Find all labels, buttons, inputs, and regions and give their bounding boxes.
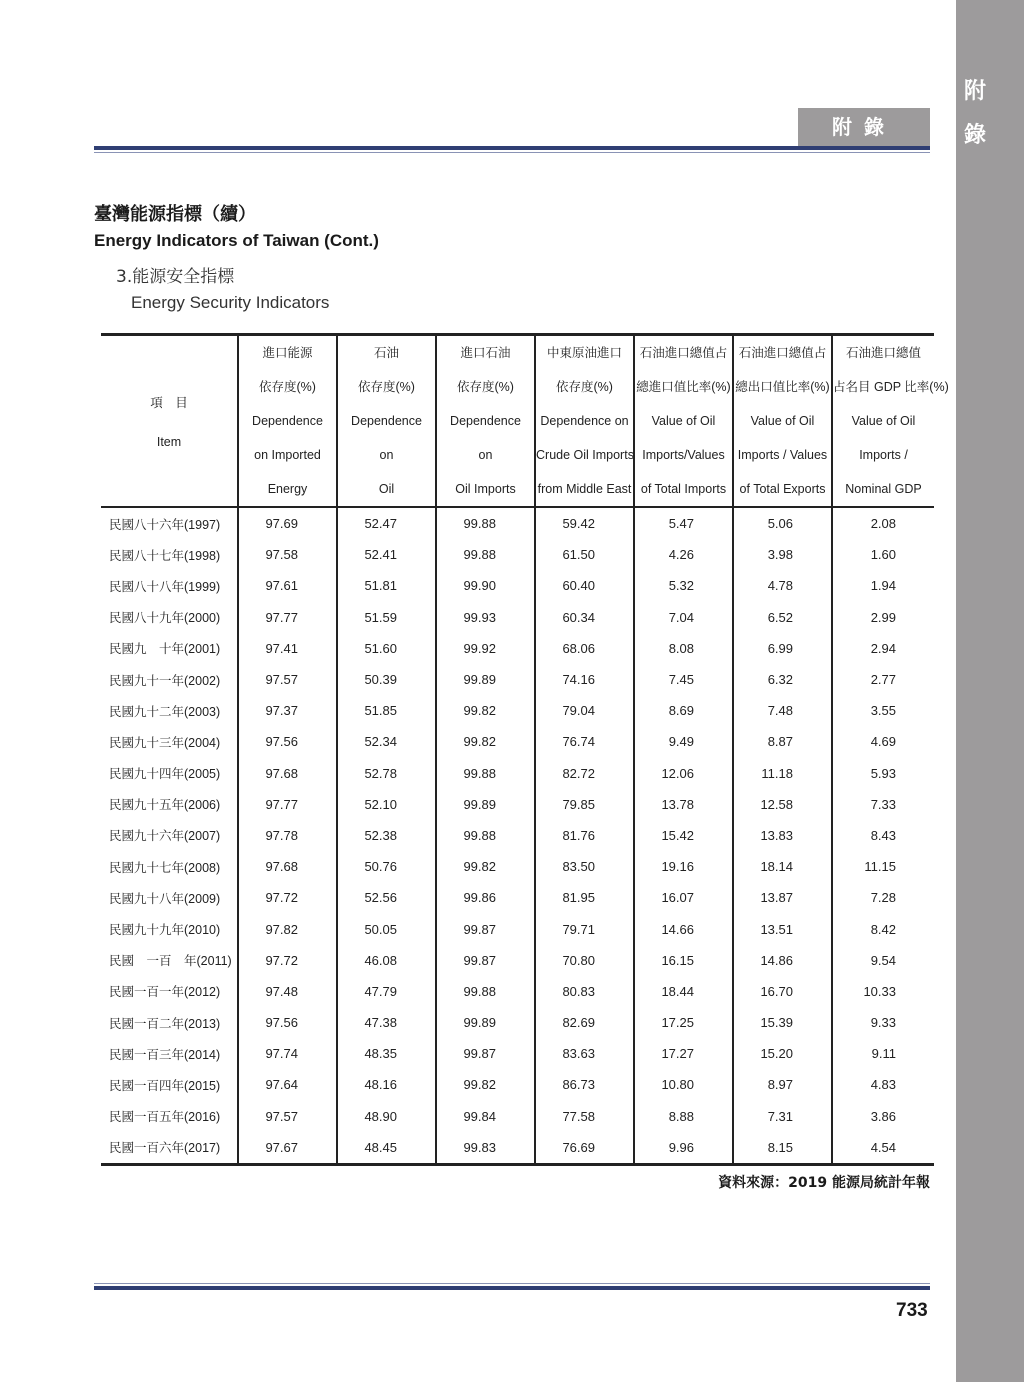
- cell: 99.92: [436, 633, 535, 664]
- cell: 8.42: [832, 913, 934, 944]
- cell: 2.77: [832, 664, 934, 695]
- side-tab-label: 附錄: [963, 79, 986, 148]
- row-item: 民國一百六年(2017): [109, 1141, 221, 1156]
- cell: 99.88: [436, 539, 535, 570]
- cell: 99.87: [436, 913, 535, 944]
- cell: 4.69: [832, 726, 934, 757]
- cell: 7.33: [832, 789, 934, 820]
- cell: 8.97: [733, 1069, 832, 1100]
- cell: 61.50: [535, 539, 634, 570]
- source-note: 資料來源：2019 能源局統計年報: [718, 1175, 930, 1191]
- table-row: [101, 570, 934, 601]
- cell: 83.63: [535, 1038, 634, 1069]
- cell: 47.79: [337, 976, 436, 1007]
- row-item: 民國九十六年(2007): [109, 829, 221, 844]
- cell: 4.54: [832, 1132, 934, 1165]
- cell: 97.77: [238, 789, 337, 820]
- table-row: [101, 758, 934, 789]
- cell: 99.82: [436, 851, 535, 882]
- cell: 97.57: [238, 1101, 337, 1132]
- row-item: 民國九十四年(2005): [109, 767, 221, 782]
- cell: 97.74: [238, 1038, 337, 1069]
- col-header-en3: Nominal GDP: [845, 482, 922, 496]
- cell: 48.35: [337, 1038, 436, 1069]
- cell: 14.66: [634, 913, 733, 944]
- cell: 8.69: [634, 695, 733, 726]
- col-header-zh2: 依存度(%): [457, 380, 514, 394]
- side-strip: [956, 0, 1024, 1382]
- col-header-zh2: 占名目 GDP 比率(%): [833, 380, 949, 394]
- cell: 16.07: [634, 882, 733, 913]
- cell: 82.72: [535, 758, 634, 789]
- cell: 97.37: [238, 695, 337, 726]
- cell: 1.94: [832, 570, 934, 601]
- title-en: Energy Indicators of Taiwan (Cont.): [94, 231, 379, 250]
- col-header-en1: Dependence on: [540, 414, 629, 428]
- cell: 99.93: [436, 602, 535, 633]
- cell: 8.43: [832, 820, 934, 851]
- cell: 52.78: [337, 758, 436, 789]
- cell: 7.48: [733, 695, 832, 726]
- col-header-en3: Energy: [267, 482, 308, 496]
- cell: 99.88: [436, 507, 535, 539]
- row-item: 民國九十二年(2003): [109, 704, 221, 719]
- cell: 7.28: [832, 882, 934, 913]
- cell: 97.67: [238, 1132, 337, 1165]
- cell: 99.87: [436, 1038, 535, 1069]
- col-header-en3: Oil: [378, 482, 395, 496]
- col-header-zh1: 石油進口總值占: [738, 346, 827, 360]
- col-header-en3: Oil Imports: [455, 482, 516, 496]
- row-item: 民國八十六年(1997): [109, 517, 221, 532]
- cell: 97.58: [238, 539, 337, 570]
- cell: 4.83: [832, 1069, 934, 1100]
- cell: 99.89: [436, 789, 535, 820]
- cell: 99.88: [436, 820, 535, 851]
- cell: 9.33: [832, 1007, 934, 1038]
- cell: 50.76: [337, 851, 436, 882]
- cell: 15.39: [733, 1007, 832, 1038]
- cell: 16.70: [733, 976, 832, 1007]
- cell: 12.06: [634, 758, 733, 789]
- footer-rule: [94, 1286, 930, 1290]
- cell: 97.68: [238, 851, 337, 882]
- cell: 97.69: [238, 507, 337, 539]
- header-rule: [94, 146, 930, 150]
- col-header-zh1: 進口能源: [262, 346, 313, 360]
- cell: 5.47: [634, 507, 733, 539]
- cell: 81.76: [535, 820, 634, 851]
- cell: 13.78: [634, 789, 733, 820]
- cell: 17.27: [634, 1038, 733, 1069]
- cell: 97.61: [238, 570, 337, 601]
- cell: 12.58: [733, 789, 832, 820]
- cell: 9.96: [634, 1132, 733, 1165]
- cell: 18.14: [733, 851, 832, 882]
- subtitle-zh: 3.能源安全指標: [116, 267, 235, 287]
- table-row: [101, 602, 934, 633]
- table-row: [101, 539, 934, 570]
- table-header-row: [101, 335, 934, 508]
- cell: 60.40: [535, 570, 634, 601]
- cell: 97.56: [238, 726, 337, 757]
- table-row: [101, 789, 934, 820]
- cell: 99.86: [436, 882, 535, 913]
- cell: 46.08: [337, 945, 436, 976]
- cell: 52.34: [337, 726, 436, 757]
- cell: 4.78: [733, 570, 832, 601]
- cell: 99.84: [436, 1101, 535, 1132]
- col-header-zh1: 石油進口總值占: [639, 346, 728, 360]
- table-row: [101, 945, 934, 976]
- cell: 60.34: [535, 602, 634, 633]
- cell: 52.56: [337, 882, 436, 913]
- cell: 97.68: [238, 758, 337, 789]
- cell: 18.44: [634, 976, 733, 1007]
- subtitle-en: Energy Security Indicators: [131, 293, 330, 312]
- cell: 52.10: [337, 789, 436, 820]
- cell: 8.08: [634, 633, 733, 664]
- cell: 3.86: [832, 1101, 934, 1132]
- column-header: [832, 335, 949, 508]
- table-row: [101, 851, 934, 882]
- cell: 59.42: [535, 507, 634, 539]
- page-number: 733: [896, 1300, 928, 1321]
- cell: 99.82: [436, 695, 535, 726]
- col-header-zh2: 總出口值比率(%): [735, 380, 830, 394]
- col-header-zh2: 依存度(%): [259, 380, 316, 394]
- section-tab: 附錄: [798, 108, 930, 146]
- col-header-zh2: 總進口值比率(%): [636, 380, 731, 394]
- col-header-en1: Value of Oil: [750, 414, 815, 428]
- col-header-zh1: 石油: [373, 346, 399, 360]
- column-header: [238, 335, 337, 508]
- table-body: [101, 507, 934, 1164]
- cell: 97.72: [238, 882, 337, 913]
- table-row: [101, 913, 934, 944]
- cell: 97.82: [238, 913, 337, 944]
- table-row: [101, 882, 934, 913]
- cell: 48.90: [337, 1101, 436, 1132]
- table-row: [101, 507, 934, 539]
- col-header-zh1: 進口石油: [460, 346, 511, 360]
- cell: 14.86: [733, 945, 832, 976]
- cell: 9.11: [832, 1038, 934, 1069]
- item-header: [101, 335, 238, 508]
- cell: 99.90: [436, 570, 535, 601]
- row-item: 民國九十一年(2002): [109, 673, 221, 688]
- cell: 5.93: [832, 758, 934, 789]
- table-row: [101, 976, 934, 1007]
- col-header-en1: Dependence: [450, 414, 521, 428]
- cell: 3.55: [832, 695, 934, 726]
- cell: 77.58: [535, 1101, 634, 1132]
- item-header-en: Item: [156, 435, 182, 449]
- table-row: [101, 664, 934, 695]
- row-item: 民國八十七年(1998): [109, 548, 221, 563]
- cell: 99.87: [436, 945, 535, 976]
- cell: 6.99: [733, 633, 832, 664]
- table-row: [101, 695, 934, 726]
- cell: 47.38: [337, 1007, 436, 1038]
- cell: 13.87: [733, 882, 832, 913]
- cell: 8.15: [733, 1132, 832, 1165]
- cell: 97.64: [238, 1069, 337, 1100]
- col-header-en2: Crude Oil Imports: [536, 448, 634, 462]
- table-row: [101, 633, 934, 664]
- cell: 51.59: [337, 602, 436, 633]
- row-item: 民國 一百 年(2011): [109, 954, 232, 969]
- cell: 8.87: [733, 726, 832, 757]
- cell: 79.71: [535, 913, 634, 944]
- cell: 8.88: [634, 1101, 733, 1132]
- column-header: [337, 335, 436, 508]
- cell: 5.06: [733, 507, 832, 539]
- table-row: [101, 1007, 934, 1038]
- cell: 97.77: [238, 602, 337, 633]
- row-item: 民國一百四年(2015): [109, 1078, 221, 1093]
- cell: 83.50: [535, 851, 634, 882]
- cell: 50.05: [337, 913, 436, 944]
- cell: 48.45: [337, 1132, 436, 1165]
- cell: 52.41: [337, 539, 436, 570]
- col-header-en3: from Middle East: [537, 482, 632, 496]
- cell: 97.57: [238, 664, 337, 695]
- cell: 17.25: [634, 1007, 733, 1038]
- cell: 81.95: [535, 882, 634, 913]
- cell: 79.04: [535, 695, 634, 726]
- cell: 51.81: [337, 570, 436, 601]
- cell: 97.48: [238, 976, 337, 1007]
- col-header-en2: Imports /: [859, 448, 908, 462]
- cell: 76.69: [535, 1132, 634, 1165]
- row-item: 民國一百二年(2013): [109, 1016, 221, 1031]
- cell: 80.83: [535, 976, 634, 1007]
- col-header-en1: Dependence: [351, 414, 422, 428]
- footer-rule-thin: [94, 1283, 930, 1284]
- cell: 82.69: [535, 1007, 634, 1038]
- col-header-en2: Imports / Values: [737, 448, 828, 462]
- cell: 11.18: [733, 758, 832, 789]
- row-item: 民國九十七年(2008): [109, 860, 221, 875]
- table-row: [101, 820, 934, 851]
- col-header-en3: of Total Exports: [739, 482, 826, 496]
- col-header-en2: on Imported: [254, 448, 321, 462]
- cell: 6.52: [733, 602, 832, 633]
- col-header-en2: on: [478, 448, 493, 462]
- cell: 99.88: [436, 758, 535, 789]
- cell: 11.15: [832, 851, 934, 882]
- column-header: [436, 335, 535, 508]
- col-header-en1: Value of Oil: [651, 414, 716, 428]
- cell: 99.82: [436, 726, 535, 757]
- cell: 16.15: [634, 945, 733, 976]
- column-header: [535, 335, 634, 508]
- cell: 97.78: [238, 820, 337, 851]
- cell: 99.83: [436, 1132, 535, 1165]
- cell: 68.06: [535, 633, 634, 664]
- col-header-en2: on: [379, 448, 394, 462]
- row-item: 民國九十八年(2009): [109, 891, 221, 906]
- row-item: 民國九十三年(2004): [109, 735, 221, 750]
- col-header-zh1: 石油進口總值: [845, 346, 921, 360]
- cell: 97.41: [238, 633, 337, 664]
- title-zh: 臺灣能源指標（續）: [94, 204, 256, 225]
- cell: 9.54: [832, 945, 934, 976]
- cell: 99.89: [436, 664, 535, 695]
- cell: 3.98: [733, 539, 832, 570]
- cell: 2.99: [832, 602, 934, 633]
- row-item: 民國一百五年(2016): [109, 1110, 221, 1125]
- cell: 5.32: [634, 570, 733, 601]
- cell: 48.16: [337, 1069, 436, 1100]
- cell: 7.45: [634, 664, 733, 695]
- header-rule-thin: [94, 152, 930, 153]
- table-row: [101, 1069, 934, 1100]
- col-header-en3: of Total Imports: [640, 482, 727, 496]
- row-item: 民國八十九年(2000): [109, 611, 221, 626]
- item-header-zh: 項 目: [150, 396, 188, 410]
- col-header-zh2: 依存度(%): [358, 380, 415, 394]
- cell: 76.74: [535, 726, 634, 757]
- cell: 52.38: [337, 820, 436, 851]
- cell: 51.60: [337, 633, 436, 664]
- cell: 9.49: [634, 726, 733, 757]
- cell: 10.33: [832, 976, 934, 1007]
- cell: 51.85: [337, 695, 436, 726]
- cell: 86.73: [535, 1069, 634, 1100]
- row-item: 民國九十九年(2010): [109, 923, 221, 938]
- cell: 99.88: [436, 976, 535, 1007]
- table-row: [101, 1132, 934, 1165]
- table-row: [101, 1038, 934, 1069]
- cell: 97.56: [238, 1007, 337, 1038]
- cell: 74.16: [535, 664, 634, 695]
- row-item: 民國九十五年(2006): [109, 798, 221, 813]
- cell: 99.89: [436, 1007, 535, 1038]
- col-header-en1: Dependence: [252, 414, 323, 428]
- row-item: 民國九 十年(2001): [109, 642, 221, 657]
- cell: 7.31: [733, 1101, 832, 1132]
- cell: 15.42: [634, 820, 733, 851]
- row-item: 民國一百三年(2014): [109, 1047, 221, 1062]
- cell: 99.82: [436, 1069, 535, 1100]
- cell: 15.20: [733, 1038, 832, 1069]
- cell: 13.51: [733, 913, 832, 944]
- cell: 7.04: [634, 602, 733, 633]
- cell: 2.08: [832, 507, 934, 539]
- col-header-en2: Imports/Values: [642, 448, 725, 462]
- col-header-en1: Value of Oil: [851, 414, 916, 428]
- cell: 50.39: [337, 664, 436, 695]
- cell: 4.26: [634, 539, 733, 570]
- indicators-table: [101, 333, 949, 1166]
- cell: 1.60: [832, 539, 934, 570]
- cell: 13.83: [733, 820, 832, 851]
- col-header-zh2: 依存度(%): [556, 380, 613, 394]
- cell: 70.80: [535, 945, 634, 976]
- cell: 6.32: [733, 664, 832, 695]
- cell: 52.47: [337, 507, 436, 539]
- row-item: 民國八十八年(1999): [109, 579, 221, 594]
- table-row: [101, 1101, 934, 1132]
- cell: 2.94: [832, 633, 934, 664]
- column-header: [733, 335, 832, 508]
- col-header-zh1: 中東原油進口: [546, 346, 622, 360]
- cell: 97.72: [238, 945, 337, 976]
- cell: 79.85: [535, 789, 634, 820]
- column-header: [634, 335, 733, 508]
- cell: 10.80: [634, 1069, 733, 1100]
- table-row: [101, 726, 934, 757]
- row-item: 民國一百一年(2012): [109, 985, 221, 1000]
- cell: 19.16: [634, 851, 733, 882]
